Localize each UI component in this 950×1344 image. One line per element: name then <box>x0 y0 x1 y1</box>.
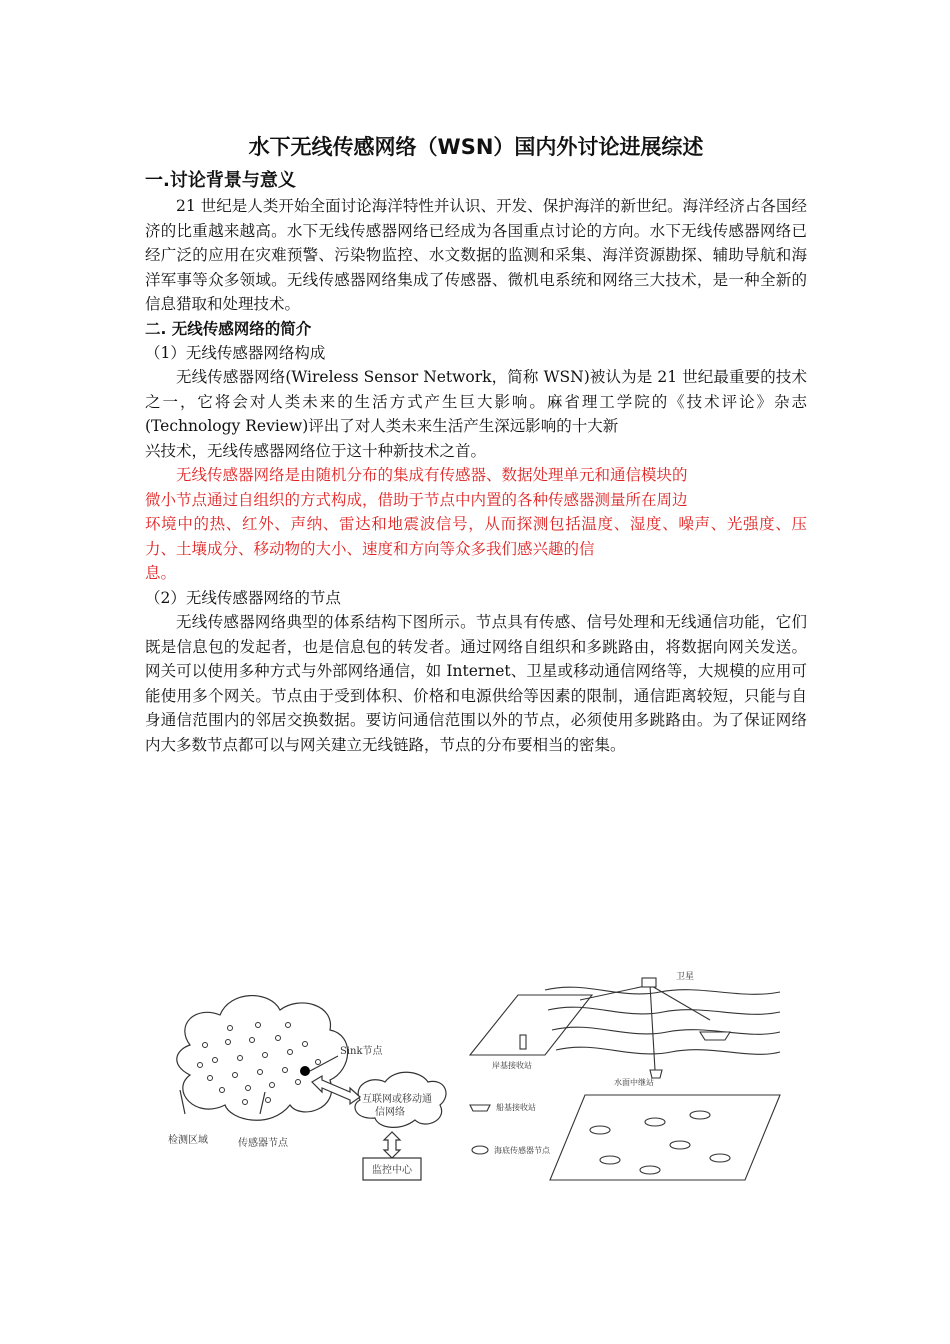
figures-row <box>0 970 950 1200</box>
legend-ship-icon <box>470 1105 490 1111</box>
double-arrow-horizontal <box>312 1076 360 1104</box>
internet-label-line1: 互联网或移动通 <box>362 1094 432 1105</box>
satellite-icon <box>642 978 656 987</box>
relay-link <box>650 985 655 1070</box>
subsection-2-heading: （2）无线传感器网络的节点 <box>145 588 341 607</box>
wave-3 <box>552 1027 780 1034</box>
surface-relay-label: 水面中继站 <box>614 1078 654 1087</box>
subsection-1-paragraph-part2: 兴技术，无线传感器网络位于这十种新技术之首。 <box>145 441 487 460</box>
wsn-architecture-figure <box>0 970 950 1200</box>
legend-seabed-node <box>472 1146 488 1154</box>
highlighted-text-1: 无线传感器网络是由随机分布的集成有传感器、数据处理单元和通信模块的 <box>176 466 688 484</box>
satellite-link-1 <box>580 985 650 1000</box>
surface-relay-icon <box>650 1070 662 1078</box>
wave-1 <box>545 987 780 994</box>
section-1-heading: 一.讨论背景与意义 <box>145 170 296 191</box>
seabed-plane <box>550 1095 780 1180</box>
ship-icon <box>700 1032 730 1040</box>
sink-label: Sink节点 <box>340 1046 383 1057</box>
section-2-heading: 二. 无线传感网络的简介 <box>145 319 312 338</box>
monitor-center-label: 监控中心 <box>372 1165 412 1176</box>
sink-pointer-line <box>310 1056 338 1071</box>
shore-station-icon <box>520 1035 526 1049</box>
wave-4 <box>556 1047 780 1054</box>
shore-plane <box>470 995 592 1055</box>
highlighted-text-4: 息。 <box>145 564 177 582</box>
sink-node <box>300 1066 310 1076</box>
internet-label-line2: 信网络 <box>375 1107 405 1118</box>
shore-station-label: 岸基接收站 <box>492 1061 532 1070</box>
document-title: 水下无线传感网络（WSN）国内外讨论进展综述 <box>248 135 704 159</box>
wave-2 <box>548 1007 780 1014</box>
sensor-nodes <box>198 1023 321 1105</box>
subsection-1-paragraph-part1: 无线传感器网络(Wireless Sensor Network，简称 WSN)被认为是 21 世纪最重要的技术之一，它将会对人类未来的生活方式产生巨大影响。麻省理工学院的《技术评论》杂志(Technology Review)评出了对人类未来生活产生深远影响的十大新 <box>145 368 807 435</box>
subsection-1-heading: （1）无线传感器网络构成 <box>145 343 326 362</box>
subsection-2-paragraph: 无线传感器网络典型的体系结构下图所示。节点具有传感、信号处理和无线通信功能，它们既是信息包的发起者，也是信息包的转发者。通过网络自组织和多跳路由，将数据向网关发送。网关可以使用多种方式与外部网络通信，如 Internet、卫星或移动通信网络等，大规模的应用可能使用多个网关。节点由于受到体积、价格和电源供给等因素的限制，通信距离较短，只能与自身通信范围内的邻居交换数据。要访问通信范围以外的节点，必须使用多跳路由。为了保证网络内大多数节点都可以与网关建立无线链路，节点的分布要相当的密集。 <box>145 613 807 754</box>
document-page <box>145 130 807 757</box>
wsn-diagram <box>177 996 446 1180</box>
satellite-label: 卫星 <box>676 972 695 982</box>
seabed-node-label: 海底传感器节点 <box>494 1146 550 1155</box>
section-1-paragraph: 21 世纪是人类开始全面讨论海洋特性并认识、开发、保护海洋的新世纪。海洋经济占各国经济的比重越来越高。水下无线传感器网络已经成为各国重点讨论的方向。水下无线传感器网络已经广泛的应用在灾难预警、污染物监控、水文数据的监测和采集、海洋资源勘探、辅助导航和海洋军事等众多领域。无线传感器网络集成了传感器、微机电系统和网络三大技术，是一种全新的信息猎取和处理技术。 <box>145 197 807 313</box>
double-arrow-vertical <box>384 1132 400 1158</box>
sensor-pointer-line <box>260 1092 265 1114</box>
highlighted-text-3: 环境中的热、红外、声纳、雷达和地震波信号，从而探测包括温度、湿度、噪声、光强度、压力、土壤成分、移动物的大小、速度和方向等众多我们感兴趣的信 <box>145 515 807 558</box>
sensor-node-label: 传感器节点 <box>238 1138 288 1149</box>
highlighted-text-2: 微小节点通过自组织的方式构成，借助于节点中内置的各种传感器测量所在周边 <box>145 490 688 509</box>
ship-station-label: 船基接收站 <box>496 1103 536 1112</box>
detection-area-label: 检测区域 <box>168 1135 208 1146</box>
